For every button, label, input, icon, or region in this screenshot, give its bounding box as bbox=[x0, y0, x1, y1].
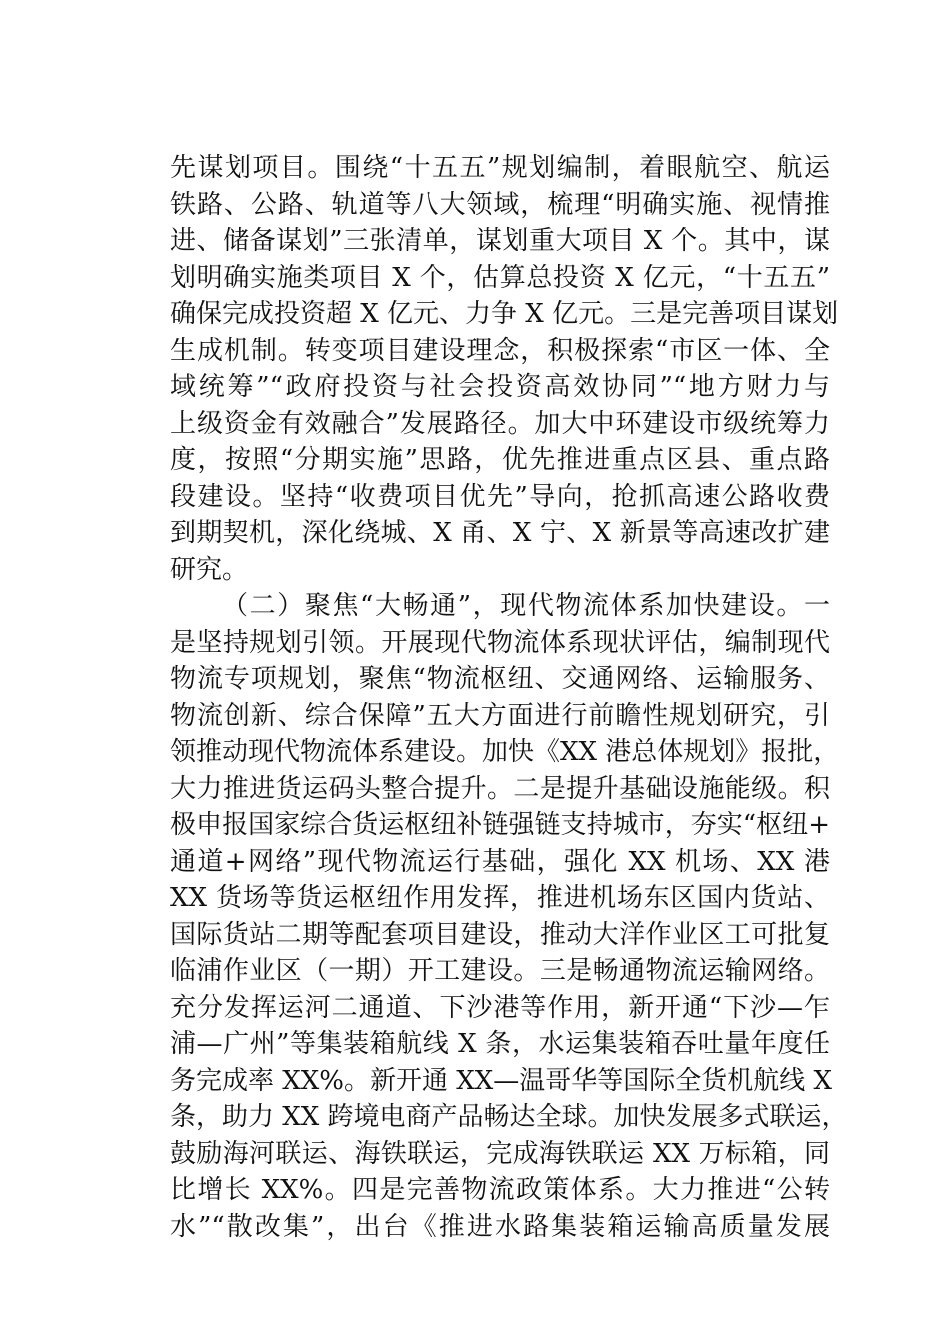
text-line: 确保完成投资超 X 亿元、力争 X 亿元。三是完善项目谋划 bbox=[170, 299, 839, 329]
text-line: 国际货站二期等配套项目建设，推动大洋作业区工可批复 bbox=[170, 919, 830, 950]
text-line: 上级资金有效融合”发展路径。加大中环建设市级统筹力 bbox=[170, 408, 830, 439]
text-line: 条，助力 XX 跨境电商产品畅达全球。加快发展多式联运， bbox=[170, 1102, 848, 1132]
text-line: 充分发挥运河二通道、下沙港等作用，新开通“下沙—乍 bbox=[170, 992, 830, 1023]
text-line: 大力推进货运码头整合提升。二是提升基础设施能级。积 bbox=[170, 773, 830, 804]
paragraph-2 bbox=[170, 588, 848, 1245]
text-line: 段建设。坚持“收费项目优先”导向，抢抓高速公路收费 bbox=[170, 481, 830, 512]
text-line: 度，按照“分期实施”思路，优先推进重点区县、重点路 bbox=[170, 445, 830, 475]
text-line: 物流专项规划，聚焦“物流枢纽、交通网络、运输服务、 bbox=[170, 664, 830, 694]
text-line: 到期契机，深化绕城、X 甬、X 宁、X 新景等高速改扩建 bbox=[170, 518, 830, 548]
text-line: 浦—广州”等集装箱航线 X 条，水运集装箱吞吐量年度任 bbox=[170, 1029, 830, 1059]
text-line: 通道+网络”现代物流运行基础，强化 XX 机场、XX 港 bbox=[170, 846, 830, 877]
text-line: 临浦作业区（一期）开工建设。三是畅通物流运输网络。 bbox=[170, 956, 830, 986]
text-line: （二）聚焦“大畅通”，现代物流体系加快建设。一 bbox=[222, 591, 830, 621]
text-line: 水”“散改集”，出台《推进水路集装箱运输高质量发展 bbox=[170, 1211, 830, 1242]
text-line: 比增长 XX%。四是完善物流政策体系。大力推进“公转 bbox=[170, 1175, 830, 1205]
text-line: 铁路、公路、轨道等八大领域，梳理“明确实施、视情推 bbox=[170, 189, 830, 220]
text-line: 研究。 bbox=[170, 554, 249, 585]
text-line: 生成机制。转变项目建设理念，积极探索“市区一体、全 bbox=[170, 335, 830, 366]
text-line: 鼓励海河联运、海铁联运，完成海铁联运 XX 万标箱，同 bbox=[170, 1138, 830, 1169]
text-line: 领推动现代物流体系建设。加快《XX 港总体规划》报批， bbox=[170, 737, 840, 767]
text-line: 是坚持规划引领。开展现代物流体系现状评估，编制现代 bbox=[170, 627, 830, 658]
text-line: XX 货场等货运枢纽作用发挥，推进机场东区国内货站、 bbox=[170, 883, 830, 913]
text-line: 极申报国家综合货运枢纽补链强链支持城市，夯实“枢纽+ bbox=[170, 810, 830, 840]
text-line: 务完成率 XX%。新开通 XX—温哥华等国际全货机航线 X bbox=[170, 1065, 833, 1096]
text-line: 先谋划项目。围绕“十五五”规划编制，着眼航空、航运 bbox=[170, 153, 830, 183]
text-line: 域统筹”“政府投资与社会投资高效协同”“地方财力与 bbox=[170, 372, 830, 402]
document-body bbox=[170, 150, 848, 1245]
text-line: 进、储备谋划”三张清单，谋划重大项目 X 个。其中，谋 bbox=[170, 226, 830, 256]
paragraph-1 bbox=[170, 150, 839, 588]
text-line: 划明确实施类项目 X 个，估算总投资 X 亿元，“十五五” bbox=[170, 262, 830, 293]
text-line: 物流创新、综合保障”五大方面进行前瞻性规划研究，引 bbox=[170, 700, 830, 731]
